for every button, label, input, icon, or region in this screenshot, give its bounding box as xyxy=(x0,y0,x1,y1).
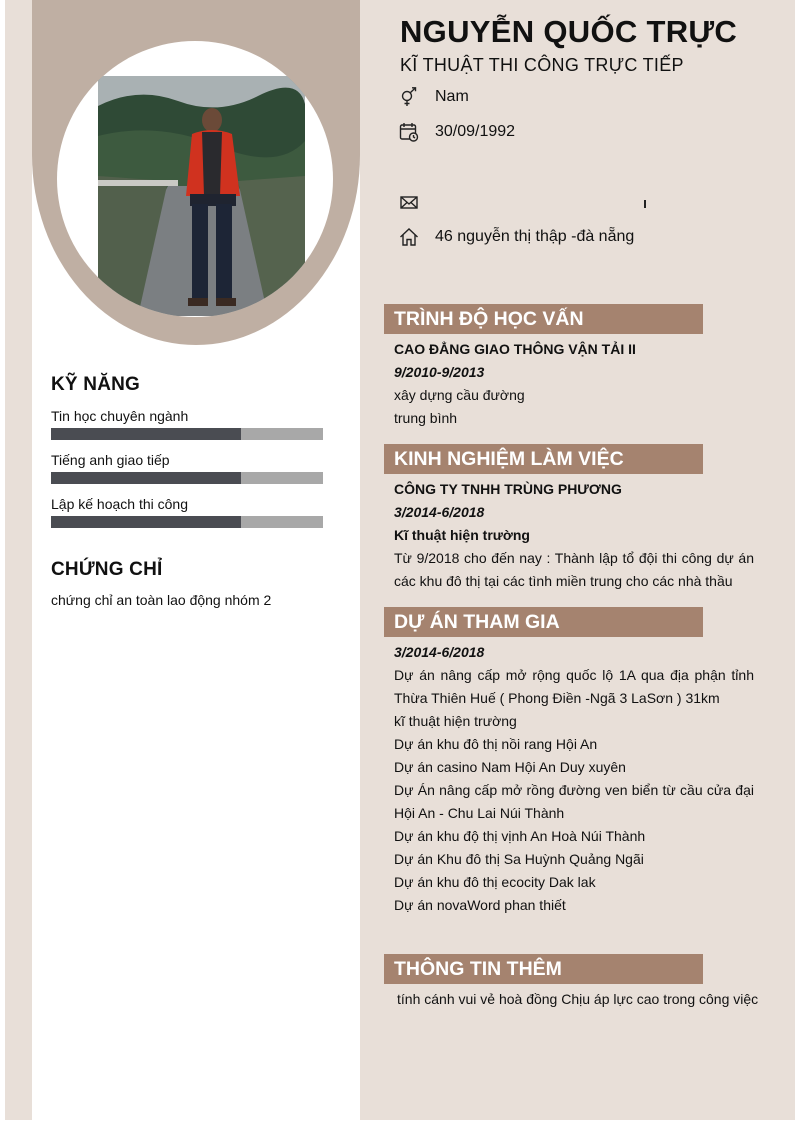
skill-bar-fill-3 xyxy=(51,516,241,528)
projects-heading: DỰ ÁN THAM GIA xyxy=(384,607,703,637)
skill-bar-fill-1 xyxy=(51,428,241,440)
project-item: Dự án Khu đô thị Sa Huỳnh Quảng Ngãi xyxy=(394,851,644,867)
certificate-text: chứng chỉ an toàn lao động nhóm 2 xyxy=(51,592,272,608)
certificates-heading: CHỨNG CHỈ xyxy=(51,559,163,580)
skill-bar-1 xyxy=(51,428,323,440)
projects-period: 3/2014-6/2018 xyxy=(394,644,485,660)
left-margin-strip xyxy=(5,0,32,1120)
birthdate-value: 30/09/1992 xyxy=(435,123,516,140)
project-item: Dự án khu đô thị nồi rang Hội An xyxy=(394,736,598,752)
address-value: 46 nguyễn thị thập -đà nẵng xyxy=(435,228,635,245)
extra-info-heading: THÔNG TIN THÊM xyxy=(384,954,703,984)
project-item: Dự án nâng cấp mở rộng quốc lộ 1A qua địa phận tỉnh Thừa Thiên Huế ( Phong Điền -Ngã 3 LaSơn ) 31km xyxy=(394,667,754,706)
candidate-name: NGUYỄN QUỐC TRỰC xyxy=(400,14,738,49)
skill-label-2: Tiếng anh giao tiếp xyxy=(51,452,170,468)
extra-info-text: tính cánh vui vẻ hoà đồng Chịu áp lực cao trong công việc xyxy=(397,991,759,1007)
experience-description: Từ 9/2018 cho đến nay : Thành lập tổ đội thi công dự án các khu đô thị tại các tình miền trung cho các nhà thầu xyxy=(394,550,754,589)
project-item: Dự án khu đô thị ecocity Dak lak xyxy=(394,874,596,890)
text-cursor xyxy=(644,200,646,208)
skills-heading: KỸ NĂNG xyxy=(51,374,141,395)
gender-icon xyxy=(398,86,420,108)
experience-position: Kĩ thuật hiện trường xyxy=(394,527,530,543)
project-item: Dự án khu độ thị vịnh An Hoà Núi Thành xyxy=(394,828,646,844)
calendar-icon xyxy=(398,121,420,143)
gender-row xyxy=(398,86,469,108)
birthdate-row xyxy=(398,121,515,143)
education-grade: trung bình xyxy=(394,410,458,426)
avatar xyxy=(57,41,333,317)
projects-list xyxy=(394,664,754,917)
mail-icon xyxy=(398,191,420,213)
experience-period: 3/2014-6/2018 xyxy=(394,504,485,520)
home-icon xyxy=(398,226,420,248)
project-item: Dự Án nâng cấp mở rồng đường ven biển từ cầu cửa đại Hội An - Chu Lai Núi Thành xyxy=(394,782,754,821)
project-item: Dự án novaWord phan thiết xyxy=(394,897,566,913)
profile-photo xyxy=(98,76,305,316)
experience-company: CÔNG TY TNHH TRÙNG PHƯƠNG xyxy=(394,481,622,497)
address-row xyxy=(398,226,634,248)
skill-bar-3 xyxy=(51,516,323,528)
candidate-role: KĨ THUẬT THI CÔNG TRỰC TIẾP xyxy=(400,55,684,75)
education-period: 9/2010-9/2013 xyxy=(394,364,485,380)
skill-bar-fill-2 xyxy=(51,472,241,484)
skill-bar-2 xyxy=(51,472,323,484)
education-heading: TRÌNH ĐỘ HỌC VẤN xyxy=(384,304,703,334)
gender-value: Nam xyxy=(435,88,469,105)
project-item: Dự án casino Nam Hội An Duy xuyên xyxy=(394,759,626,775)
education-school: CAO ĐẲNG GIAO THÔNG VẬN TẢI II xyxy=(394,341,636,357)
email-row xyxy=(398,191,435,213)
project-item: kĩ thuật hiện trường xyxy=(394,713,517,729)
education-major: xây dựng cầu đường xyxy=(394,387,525,403)
skill-label-3: Lập kế hoạch thi công xyxy=(51,496,188,512)
experience-heading: KINH NGHIỆM LÀM VIỆC xyxy=(384,444,703,474)
skill-label-1: Tin học chuyên ngành xyxy=(51,408,189,424)
